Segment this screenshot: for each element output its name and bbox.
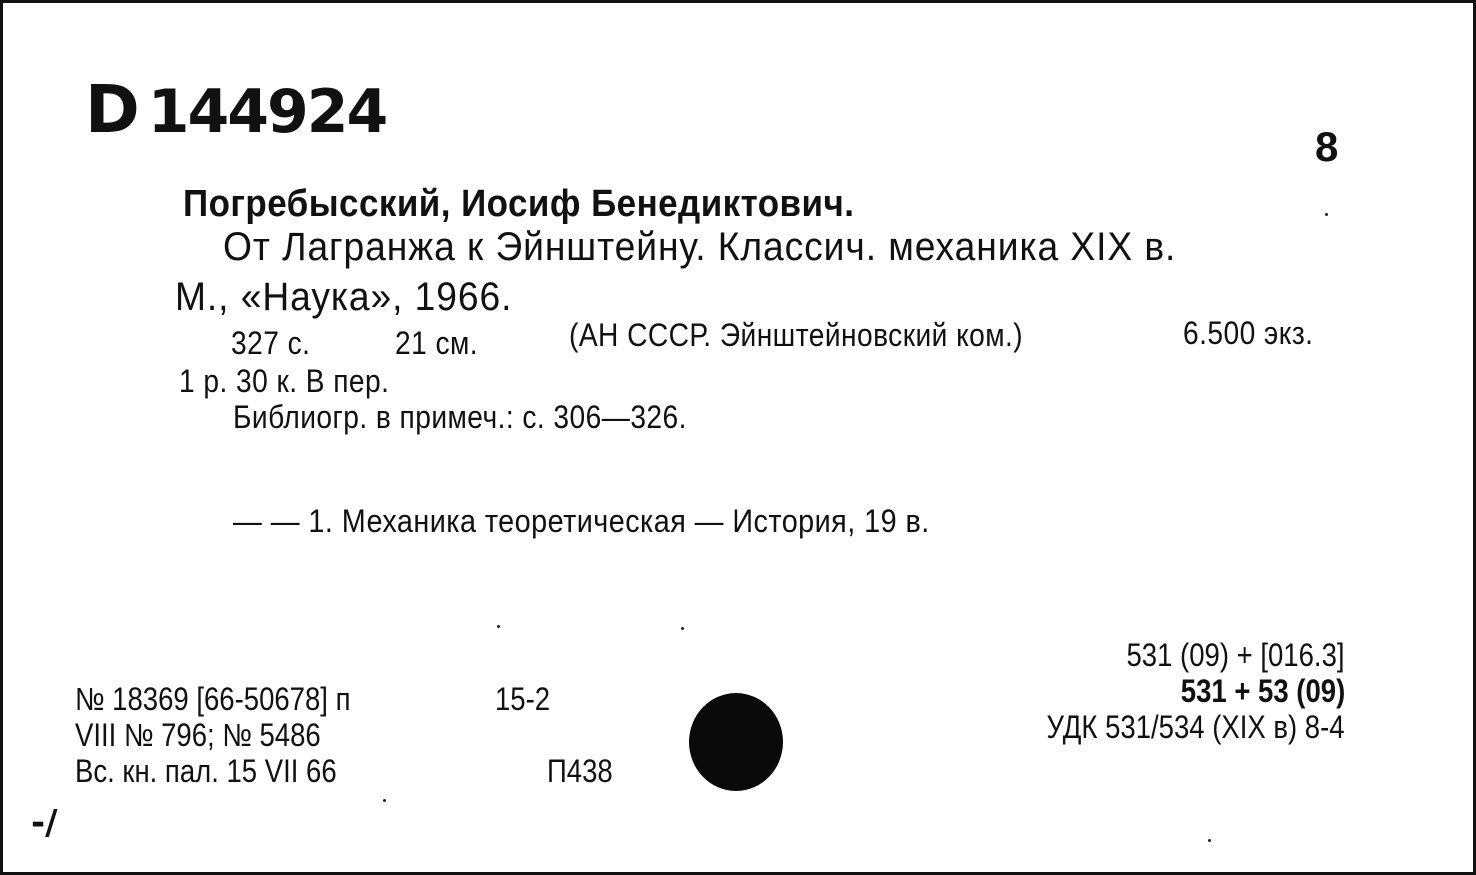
punch-hole — [689, 693, 783, 791]
bottom-left-line-2: VIII № 796; № 5486 — [75, 717, 321, 753]
bottom-left-line-3: Вс. кн. пал. 15 VII 66 — [75, 753, 337, 789]
bottom-mid-2: П438 — [547, 753, 613, 789]
classification-line-2: 531 + 53 (09) — [1180, 673, 1345, 709]
desc-copies: 6.500 экз. — [1183, 315, 1314, 351]
speck — [1208, 839, 1211, 842]
speck — [1325, 213, 1328, 216]
copy-mark: 8 — [1315, 123, 1339, 170]
desc-pages: 327 с. — [231, 325, 311, 361]
desc-series: (АН СССР. Эйнштейновский ком.) — [569, 317, 1024, 353]
bibliography-line: Библиогр. в примеч.: с. 306—326. — [233, 399, 687, 435]
title-line-2: М., «Наука», 1966. — [175, 275, 513, 319]
call-number-digits: 144924 — [147, 77, 387, 147]
price-line: 1 р. 30 к. В пер. — [179, 363, 390, 399]
speck — [383, 799, 386, 802]
subject-heading: — — 1. Механика теоретическая — История, 19 в. — [233, 503, 930, 539]
bottom-mid-1: 15-2 — [495, 681, 551, 717]
author-heading: Погребысский, Иосиф Бенедиктович. — [183, 183, 855, 225]
call-number-prefix: D — [85, 71, 138, 148]
speck — [681, 627, 684, 630]
bottom-left-line-1: № 18369 [66-50678] п — [75, 681, 351, 717]
classification-line-3: УДК 531/534 (XIX в) 8-4 — [1046, 709, 1345, 745]
title-line-1: От Лагранжа к Эйнштейну. Классич. механика XIX в. — [223, 225, 1177, 269]
call-number — [85, 71, 386, 148]
speck — [497, 625, 500, 628]
classification-line-1: 531 (09) + [016.3] — [1126, 637, 1345, 673]
desc-size: 21 см. — [395, 325, 479, 361]
margin-mark: -/ — [31, 803, 58, 843]
